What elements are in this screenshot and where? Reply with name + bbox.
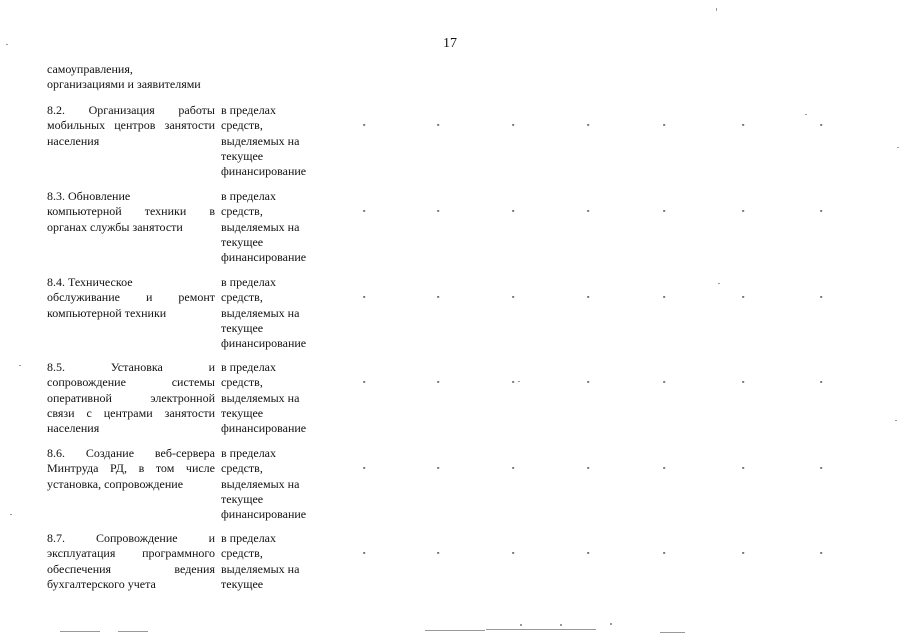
funding-source-line: средств, [221, 461, 263, 476]
funding-source-line: средств, [221, 290, 263, 305]
continuation-line: самоуправления, [47, 62, 133, 76]
empty-value-dash: - [741, 373, 745, 388]
empty-value-dash: - [511, 373, 515, 388]
funding-source-line: в пределах [221, 275, 277, 289]
empty-value-dash: - [511, 459, 515, 474]
row-name-line: бухгалтерского учета [47, 576, 156, 591]
empty-value-dash: - [662, 116, 666, 131]
empty-value-dash: - [662, 544, 666, 559]
empty-value-dash: - [436, 459, 440, 474]
empty-value-dash: - [586, 544, 590, 559]
empty-value-dash: - [741, 288, 745, 303]
empty-value-dash: - [362, 459, 366, 474]
row-name-line: оперативной электронной [47, 390, 215, 405]
funding-source-line: финансирование [221, 507, 307, 522]
funding-source-line: выделяемых на [221, 390, 300, 405]
empty-value-dash: - [741, 459, 745, 474]
empty-value-dash: - [741, 544, 745, 559]
row-name-line: Минтруда РД, в том числе [47, 461, 215, 476]
row-name-line: 8.5. Установка и [47, 360, 215, 374]
funding-source-line: выделяемых на [221, 476, 300, 491]
empty-value-dash: - [362, 116, 366, 131]
empty-value-dash: - [586, 373, 590, 388]
row-name-line: 8.7. Сопровождение и [47, 531, 215, 545]
empty-value-dash: - [586, 288, 590, 303]
row-name-line: 8.2. Организация работы [47, 103, 215, 117]
empty-value-dash: - [362, 288, 366, 303]
funding-source-line: средств, [221, 546, 263, 561]
empty-value-dash: - [362, 373, 366, 388]
empty-value-dash: - [741, 116, 745, 131]
funding-source-line: текущее [221, 491, 264, 506]
funding-source-line: средств, [221, 118, 263, 133]
empty-value-dash: - [819, 459, 823, 474]
funding-source-line: текущее [221, 320, 264, 335]
empty-value-dash: - [819, 116, 823, 131]
funding-source-line: средств, [221, 375, 263, 390]
empty-value-dash: - [511, 116, 515, 131]
empty-value-dash: - [511, 544, 515, 559]
funding-source-line: средств, [221, 204, 263, 219]
empty-value-dash: - [819, 544, 823, 559]
empty-value-dash: - [662, 288, 666, 303]
funding-source-line: текущее [221, 576, 264, 591]
empty-value-dash: - [586, 116, 590, 131]
empty-value-dash: - [662, 373, 666, 388]
funding-source-line: текущее [221, 405, 264, 420]
funding-source-line: финансирование [221, 421, 307, 436]
funding-source-line: финансирование [221, 250, 307, 265]
row-name-line: связи с центрами занятости [47, 405, 215, 420]
empty-value-dash: - [819, 288, 823, 303]
row-name-line: мобильных центров занятости [47, 118, 215, 133]
empty-value-dash: - [362, 544, 366, 559]
row-name-line: эксплуатация программного [47, 546, 215, 561]
empty-value-dash: - [362, 202, 366, 217]
funding-source-line: в пределах [221, 446, 277, 460]
row-name-line: 8.4. Техническое [47, 275, 133, 289]
empty-value-dash: - [662, 459, 666, 474]
empty-value-dash: - [511, 288, 515, 303]
funding-source-line: в пределах [221, 531, 277, 545]
empty-value-dash: - [436, 373, 440, 388]
row-name-line: обеспечения ведения [47, 561, 215, 576]
empty-value-dash: - [436, 288, 440, 303]
empty-value-dash: - [586, 459, 590, 474]
empty-value-dash: - [741, 202, 745, 217]
row-name-line: компьютерной техники [47, 305, 167, 320]
row-name-line: обслуживание и ремонт [47, 290, 215, 305]
empty-value-dash: - [436, 544, 440, 559]
funding-source-line: текущее [221, 234, 264, 249]
empty-value-dash: - [586, 202, 590, 217]
funding-source-line: в пределах [221, 103, 277, 117]
empty-value-dash: - [436, 202, 440, 217]
row-name-line: установка, сопровождение [47, 476, 184, 491]
funding-source-line: выделяемых на [221, 561, 300, 576]
page-number: 17 [443, 36, 457, 51]
row-name-line: органах службы занятости [47, 219, 183, 234]
empty-value-dash: - [662, 202, 666, 217]
funding-source-line: выделяемых на [221, 219, 300, 234]
funding-source-line: в пределах [221, 360, 277, 374]
funding-source-line: финансирование [221, 164, 307, 179]
row-name-line: населения [47, 133, 100, 148]
funding-source-line: в пределах [221, 189, 277, 203]
row-name-line: населения [47, 421, 100, 436]
row-name-line: 8.3. Обновление [47, 189, 131, 203]
empty-value-dash: - [436, 116, 440, 131]
row-name-line: компьютерной техники в [47, 204, 215, 219]
funding-source-line: финансирование [221, 336, 307, 351]
row-name-line: 8.6. Создание веб-сервера [47, 446, 215, 460]
funding-source-line: выделяемых на [221, 305, 300, 320]
continuation-line: организациями и заявителями [47, 77, 201, 92]
row-name-line: сопровождение системы [47, 375, 215, 390]
funding-source-line: текущее [221, 148, 264, 163]
funding-source-line: выделяемых на [221, 133, 300, 148]
empty-value-dash: - [511, 202, 515, 217]
empty-value-dash: - [819, 373, 823, 388]
empty-value-dash: - [819, 202, 823, 217]
